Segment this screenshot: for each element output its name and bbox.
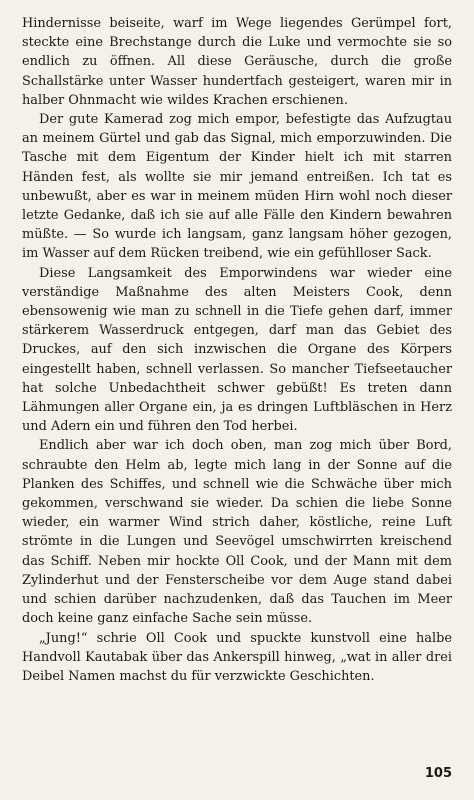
paragraph-4: Endlich aber war ich doch oben, man zog mich über Bord, schraubte den Helm ab, legte mich lang in der Sonne auf die Planken des Schiffes, und schnell wie die Schwäche über mich gekommen, verschwand sie wieder. Da schien die liebe Sonne wieder, ein warmer Wind strich daher, köstliche, reine Luft strömte in die Lungen und Seevögel umschwirrten kreischend das Schiff. Neben mir hockte Oll Cook, und der Mann mit dem Zylinderhut und der Fensterscheibe vor dem Auge stand dabei und schien darüber nachzudenken, daß das Tauchen im Meer doch keine ganz einfache Sache sein müsse. (22, 438, 452, 627)
body-text (22, 14, 452, 686)
paragraph-5: „Jung!“ schrie Oll Cook und spuckte kunstvoll eine halbe Handvoll Kautabak über das Ankerspill hinweg, „wat in aller drei Deibel Namen machst du für verzwickte Geschichten. (22, 630, 452, 684)
paragraph-2: Der gute Kamerad zog mich empor, befestigte das Aufzugtau an meinem Gürtel und gab das Signal, mich emporzuwinden. Die Tasche mit dem Eigentum der Kinder hielt ich mit starren Händen fest, als wollte sie mir jemand entreißen. Ich tat es unbewußt, aber es war in meinem müden Hirn wohl noch dieser letzte Gedanke, daß ich sie auf alle Fälle den Kindern bewahren müßte. — So wurde ich langsam, ganz langsam höher gezogen, im Wasser auf dem Rücken treibend, wie ein gefühlloser Sack. (22, 112, 452, 262)
page-number: 105 (424, 766, 452, 781)
paragraph-3: Diese Langsamkeit des Emporwindens war wieder eine verständige Maßnahme des alten Meisters Cook, denn ebensowenig wie man zu schnell in die Tiefe gehen darf, immer stärkerem Wasserdruck entgegen, darf man das Gebiet des Druckes, auf den sich inzwischen die Organe des Körpers eingestellt haben, schnell verlassen. So mancher Tiefseetaucher hat solche Unbedachtheit schwer gebüßt! Es treten dann Lähmungen aller Organe ein, ja es dringen Luftbläschen in Herz und Adern ein und führen den Tod herbei. (22, 265, 452, 435)
paragraph-1: Hindernisse beiseite, warf im Wege liegendes Gerümpel fort, steckte eine Brechstange durch die Luke und vermochte sie so endlich zu öffnen. All diese Geräusche, durch die große Schallstärke unter Wasser hundertfach gesteigert, waren mir in halber Ohnmacht wie wildes Krachen erschienen. (22, 16, 452, 108)
